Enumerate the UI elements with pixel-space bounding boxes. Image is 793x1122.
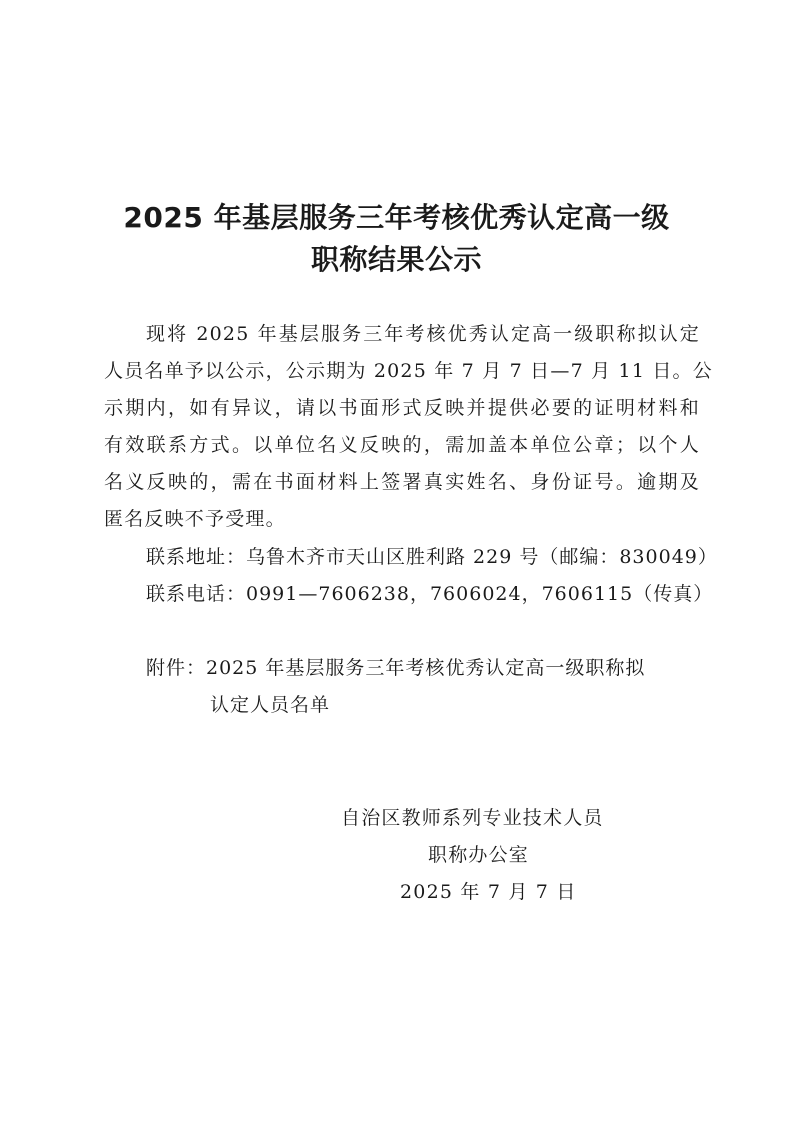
body-line-5: 名义反映的，需在书面材料上签署真实姓名、身份证号。逾期及	[104, 471, 700, 493]
signature-date: 2025 年 7 月 7 日	[400, 881, 577, 903]
body-line-2: 人员名单予以公示，公示期为 2025 年 7 月 7 日—7 月 11 日。公	[104, 360, 713, 382]
signature-org-line-2: 职称办公室	[428, 844, 530, 866]
attachment-line-1: 附件：2025 年基层服务三年考核优秀认定高一级职称拟	[146, 657, 646, 679]
body-line-6: 匿名反映不予受理。	[104, 508, 286, 530]
body-line-1: 现将 2025 年基层服务三年考核优秀认定高一级职称拟认定	[146, 323, 700, 345]
attachment-line-2: 认定人员名单	[210, 694, 331, 716]
signature-org-line-1: 自治区教师系列专业技术人员	[341, 807, 604, 829]
body-line-3: 示期内，如有异议，请以书面形式反映并提供必要的证明材料和	[104, 397, 700, 419]
document-title-line-2: 职称结果公示	[310, 243, 482, 276]
body-line-4: 有效联系方式。以单位名义反映的，需加盖本单位公章；以个人	[104, 434, 700, 456]
notice-body	[104, 322, 713, 544]
document-title-line-1: 2025 年基层服务三年考核优秀认定高一级	[123, 201, 670, 234]
contact-phone: 联系电话：0991—7606238，7606024，7606115（传真）	[146, 583, 714, 605]
contact-address: 联系地址：乌鲁木齐市天山区胜利路 229 号（邮编：830049）	[146, 546, 718, 568]
